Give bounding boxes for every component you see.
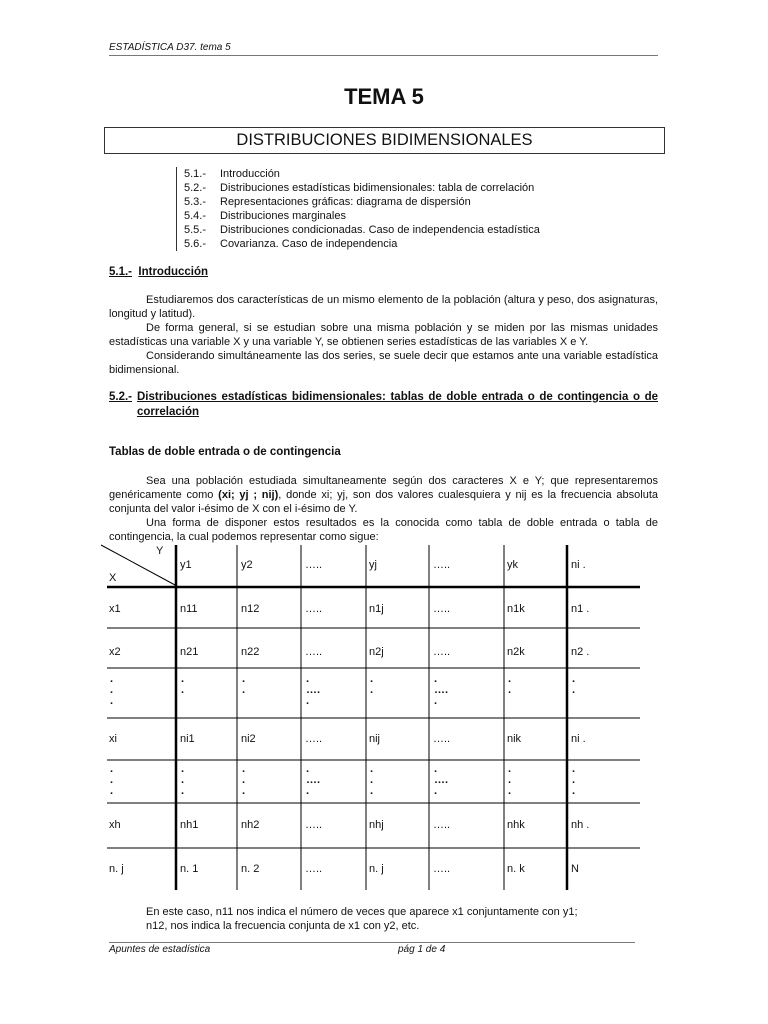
toc-label: Representaciones gráficas: diagrama de dispersión (220, 196, 471, 208)
table-cell: n. 1 (180, 863, 199, 875)
closing-text (146, 905, 666, 933)
table-cell: n. j (369, 863, 384, 875)
header-cell: y1 (180, 559, 192, 571)
vertical-ellipsis: . . (242, 673, 246, 696)
table-cell: ….. (305, 819, 323, 831)
table-cell: n1k (507, 603, 525, 615)
table-cell: ….. (305, 733, 323, 745)
table-cell: n21 (180, 646, 199, 658)
chapter-subtitle: DISTRIBUCIONES BIDIMENSIONALES (104, 127, 665, 154)
header-cell: ….. (305, 559, 323, 571)
vertical-ellipsis: . . (508, 673, 512, 696)
table-cell: n1 . (571, 603, 590, 615)
vertical-ellipsis: . . . (572, 763, 576, 797)
text-run: , donde xi; yj, son dos valores cualesquiera y nij es la frecuencia absoluta conjunta del valor i-ésimo de X con el i-ésimo de Y. (109, 489, 658, 515)
table-cell: ni2 (241, 733, 256, 745)
toc-label: Introducción (220, 168, 280, 180)
page-title: TEMA 5 (344, 84, 424, 109)
vertical-ellipsis: . …. . (306, 763, 321, 797)
toc-number: 5.5.- (184, 224, 207, 236)
table-cell: ni . (571, 733, 586, 745)
section-title: Distribuciones estadísticas bidimensionales: tablas de doble entrada o de contingencia o de correlación (137, 391, 658, 418)
toc-label: Covarianza. Caso de independencia (220, 238, 398, 250)
toc-label: Distribuciones estadísticas bidimensionales: tabla de correlación (220, 182, 535, 194)
table-cell: n1j (369, 603, 384, 615)
table-cell: nhk (507, 819, 525, 831)
subsection-heading: Tablas de doble entrada o de contingencia (109, 446, 341, 458)
toc-number: 5.1.- (184, 168, 207, 180)
running-header: ESTADÍSTICA D37. tema 5 (109, 42, 231, 53)
header-cell: yk (507, 559, 518, 571)
paragraph-line: n12, nos indica la frecuencia conjunta de x1 con y2, etc. (146, 920, 420, 932)
table-cell: n. k (507, 863, 525, 875)
row-label: xi (109, 733, 117, 745)
table-cell: ….. (433, 733, 451, 745)
corner-label-y: Y (156, 545, 164, 557)
table-cell: nik (507, 733, 522, 745)
page-number: pág 1 de 4 (398, 944, 446, 955)
text-run: Sea una población estudiada simultaneamente según dos caracteres X e Y; que representaremos genéricamente como (109, 475, 658, 501)
vertical-ellipsis: . . . (181, 763, 185, 797)
row-label: n. j (109, 863, 124, 875)
table-cell: nhj (369, 819, 384, 831)
section-title: Introducción (138, 266, 209, 278)
table-cell: n. 2 (241, 863, 260, 875)
corner-label-x: X (109, 572, 117, 584)
table-cell: ….. (433, 819, 451, 831)
table-cell: nh . (571, 819, 590, 831)
vertical-ellipsis: . . . (110, 673, 114, 707)
vertical-ellipsis: . …. . (434, 763, 449, 797)
row-label: x1 (109, 603, 121, 615)
vertical-ellipsis: . . (370, 673, 374, 696)
table-cell: nh1 (180, 819, 199, 831)
toc-number: 5.2.- (184, 182, 207, 194)
paragraph: Una forma de disponer estos resultados es la conocida como tabla de doble entrada o tabla de contingencia, la cual podemos representar como sigue: (109, 517, 658, 543)
vertical-ellipsis: . . . (242, 763, 246, 797)
table-cell: N (571, 863, 579, 875)
table-cell: ….. (305, 603, 323, 615)
table-cell: ….. (433, 863, 451, 875)
footer-rule (109, 942, 635, 943)
vertical-ellipsis: . . . (508, 763, 512, 797)
table-cell: ….. (305, 646, 323, 658)
vertical-ellipsis: . . (181, 673, 185, 696)
row-label: xh (109, 819, 121, 831)
table-cell: n11 (180, 603, 198, 615)
toc-number: 5.3.- (184, 196, 207, 208)
header-cell: ni . (571, 559, 586, 571)
toc-number: 5.6.- (184, 238, 207, 250)
table-cell: n2j (369, 646, 384, 658)
table-cell: n2k (507, 646, 525, 658)
toc-label: Distribuciones condicionadas. Caso de independencia estadística (220, 224, 540, 236)
table-cell: nij (369, 733, 381, 745)
table-cell: ….. (305, 863, 323, 875)
paragraph: Estudiaremos dos características de un mismo elemento de la población (altura y peso, dos asignaturas, longitud y latitud). (109, 294, 658, 320)
table-cell: ….. (433, 646, 451, 658)
table-cell: n2 . (571, 646, 590, 658)
vertical-ellipsis: . . . (370, 763, 374, 797)
vertical-ellipsis: . …. . (306, 673, 321, 707)
row-label: x2 (109, 646, 121, 658)
table-cell: n12 (241, 603, 260, 615)
header-cell: yj (369, 559, 377, 571)
toc-label: Distribuciones marginales (220, 210, 346, 222)
vertical-ellipsis: . . . (110, 763, 114, 797)
header-cell: y2 (241, 559, 253, 571)
section-number: 5.2.- (109, 391, 133, 403)
header-cell: ….. (433, 559, 451, 571)
triplet-notation: (xi; yj ; nij) (218, 489, 279, 501)
section-number: 5.1.- (109, 266, 133, 278)
footer-left: Apuntes de estadística (109, 944, 211, 955)
toc-number: 5.4.- (184, 210, 207, 222)
table-cell: ….. (433, 603, 451, 615)
vertical-ellipsis: . . (572, 673, 576, 696)
paragraph: De forma general, si se estudian sobre una misma población y se miden por las mismas unidades estadísticas una variable X y una variable Y, se obtienen series estadísticas de las variables X e Y. (109, 322, 658, 348)
vertical-ellipsis: . …. . (434, 673, 449, 707)
paragraph: Considerando simultáneamente las dos series, se suele decir que estamos ante una variable estadística bidimensional. (109, 350, 658, 376)
paragraph-line: En este caso, n11 nos indica el número de veces que aparece x1 conjuntamente con y1; (146, 906, 578, 918)
table-cell: ni1 (180, 733, 195, 745)
table-cell: n22 (241, 646, 260, 658)
table-cell: nh2 (241, 819, 260, 831)
